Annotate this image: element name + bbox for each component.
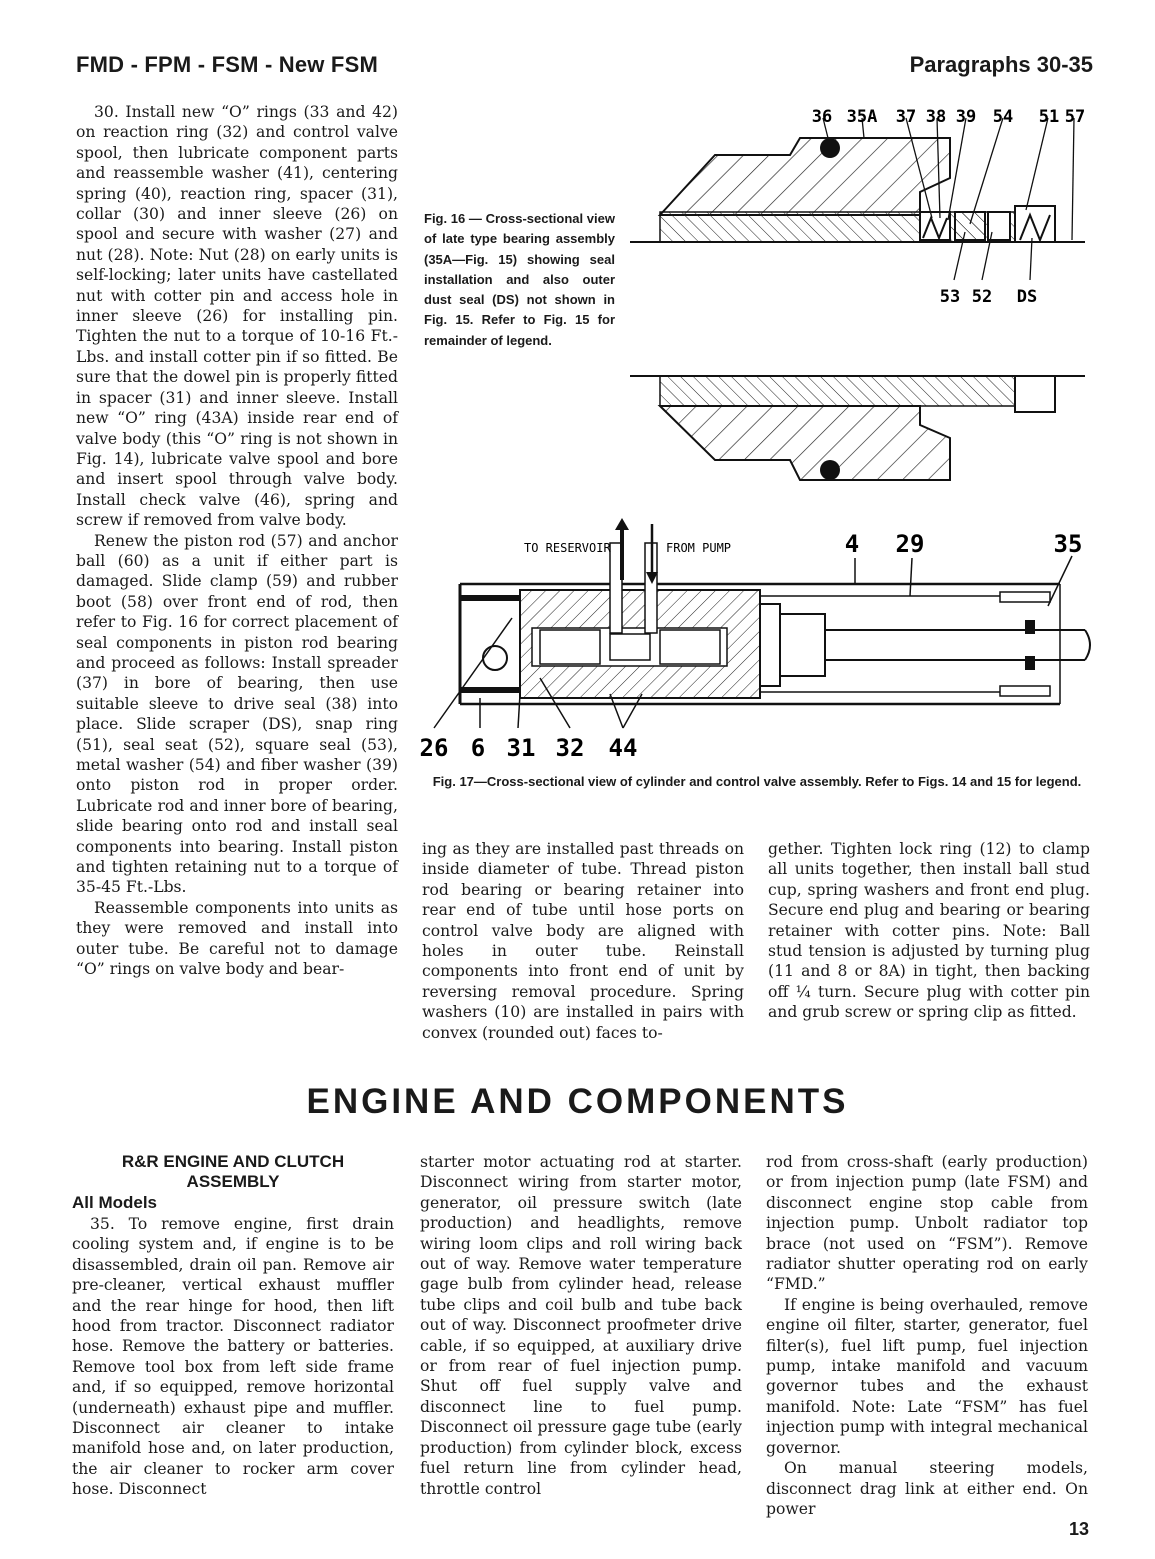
fig17-label: 31 [506,734,536,762]
from-pump-label: FROM PUMP [666,541,732,555]
running-header-paragraphs: Paragraphs 30-35 [909,52,1093,77]
engine-column-1 [72,1152,394,1500]
fig16-label: 38 [925,107,947,127]
fig16-label: 57 [1064,107,1086,127]
engine-column-3 [766,1152,1088,1519]
engine-col2-text: starter motor actuating rod at starter. Disconnect wiring from starter motor, generator, oil pressure switch (late production) and headlights, remove wiring loom clips and roll wiring back out of way. Remove water temperature gage bulb from cylinder head, release tube clips and coil bulb and tube back out of way. Disconnect proofmeter drive cable, if so equipped, at auxiliary drive or from rear of fuel injection pump. Shut off fuel supply valve and disconnect line to fuel pump. Disconnect oil pressure gage tube (early production) from cylinder block, excess fuel return line from cylinder head, throttle control [420,1153,742,1498]
paragraph-col2: ing as they are installed past threads on inside diameter of tube. Thread piston rod bearing or bearing retainer into rear end of tube until hose ports on control valve body are aligned with holes in outer tube. Reinstall components into front end of unit by reversing removal procedure. Spring washers (10) are installed in pairs with convex (rounded out) faces to- [422,840,744,1042]
fig16-label: 52 [971,287,993,307]
fig16-label: 37 [895,107,917,127]
fig16-bearing-diagram [620,100,1095,510]
engine-col3-p1: rod from cross-shaft (early production) or from injection pump (late FSM) and disconnect engine stop cable from injection pump. Unbolt radiator top brace (not used on “FSM”). Remove radiator shutter operating rod on early “FMD.” [766,1153,1088,1294]
paragraph-30: 30. Install new “O” rings (33 and 42) on reaction ring (32) and control valve spool, then lubricate component parts and reassemble washer (41), centering spring (40), reaction ring, spacer (31), collar (30) and inner sleeve (26) on spool and secure with washer (27) and nut (28). Note: Nut (28) on early units is self-locking; later units have castellated nut with cotter pin and access hole in inner sleeve (26) for installing pin. Tighten the nut to a torque of 10-16 Ft.-Lbs. and install cotter pin if so fitted. Be sure that the dowel pin is properly fitted in spacer (31) and inner sleeve. Install new “O” ring (43A) inside rear end of valve body (this “O” ring is not shown in Fig. 14), lubricate valve spool and bore and insert spool through valve body. Install check valve (46), spring and screw if removed from valve body. [76,103,398,530]
fig17-label: 35 [1053,530,1083,558]
fig17-label: 26 [420,734,449,762]
fig17-label: 6 [470,734,486,762]
fig17-label: 4 [844,530,860,558]
fig16-label: DS [1016,287,1038,307]
fig16-label: 39 [955,107,977,127]
page-number: 13 [1068,1519,1089,1539]
fig16-label: 35A [846,107,878,127]
running-header-models: FMD - FPM - FSM - New FSM [76,52,378,77]
engine-col3-p3: On manual steering models, disconnect drag link at either end. On power [766,1459,1088,1518]
column-2-top [422,839,744,1043]
fig16-label: 51 [1038,107,1060,127]
paragraph-col3: gether. Tighten lock ring (12) to clamp all units together, then install ball stud cup, spring washers and front end plug. Secure end plug and bearing or bearing retainer with cotter pins. Note: Ball stud tension is adjusted by turning plug (11 and 8 or 8A) in tight, then backing off ¼ turn. Secure plug with cotter pin and grub screw or spring clip as fitted. [768,840,1090,1022]
engine-col3-p2: If engine is being overhauled, remove engine oil filter, starter, generator, fuel filter(s), fuel lift pump, fuel injection pump, intake manifold and vacuum governor tubes and the exhaust manifold. Note: Late “FSM” has fuel injection pump with integral mechanical governor. [766,1295,1088,1457]
engine-heading: R&R ENGINE AND CLUTCH ASSEMBLY [121,1152,345,1191]
fig17-caption: Fig. 17—Cross-sectional view of cylinder and control valve assembly. Refer to Figs. 14 and 15 for legend. [432,774,1082,789]
paragraph-35: 35. To remove engine, first drain cooling system and, if engine is to be disassembled, drain oil pan. Remove air pre-cleaner, vertical exhaust muffler and the rear hinge for hood, then lift hood from tractor. Disconnect radiator hose. Remove the battery or batteries. Remove tool box from left side frame and, if so equipped, remove horizontal (underneath) exhaust pipe and muffler. Disconnect air cleaner to intake manifold hose and, on later production, the air cleaner to rocker arm cover hose. Disconnect [72,1215,394,1499]
section-title: ENGINE AND COMPONENTS [306,1082,849,1121]
fig16-caption: Fig. 16 — Cross-sectional view of late type bearing assembly (35A—Fig. 15) showing seal installation and also outer dust seal (DS) not shown in Fig. 15. Refer to Fig. 15 for remainder of legend. [424,211,615,348]
engine-subheading: All Models [72,1193,158,1212]
fig16-label: 36 [811,107,833,127]
to-reservoir-label: TO RESERVOIR [524,541,611,555]
fig17-label: 44 [608,734,638,762]
fig16-label: 53 [939,287,961,307]
column-1-top [76,102,398,979]
fig17-label: 29 [895,530,925,558]
engine-column-2 [420,1152,742,1499]
fig17-cylinder-diagram [420,518,1100,768]
paragraph-piston-rod: Renew the piston rod (57) and anchor ball (60) as a unit if either part is damaged. Slide clamp (59) and rubber boot (58) over front end of rod, then refer to Fig. 16 for correct placement of seal components in piston rod bearing and proceed as follows: Install spreader (37) in bore of bearing, then use suitable sleeve to drive seal (38) into place. Slide scraper (DS), snap ring (51), seal seat (52), square seal (53), metal washer (54) and fiber washer (39) onto piston rod in proper order. Lubricate rod and inner bore of bearing, slide bearing onto rod and install seal components into bearing. Install piston and tighten retaining nut to a torque of 35-45 Ft.-Lbs. [76,531,398,897]
fig17-label: 32 [555,734,585,762]
fig16-label: 54 [992,107,1014,127]
paragraph-reassemble: Reassemble components into units as they were removed and install into outer tube. Be careful not to damage “O” rings on valve body and bear- [76,898,398,979]
column-3-top [768,839,1090,1023]
